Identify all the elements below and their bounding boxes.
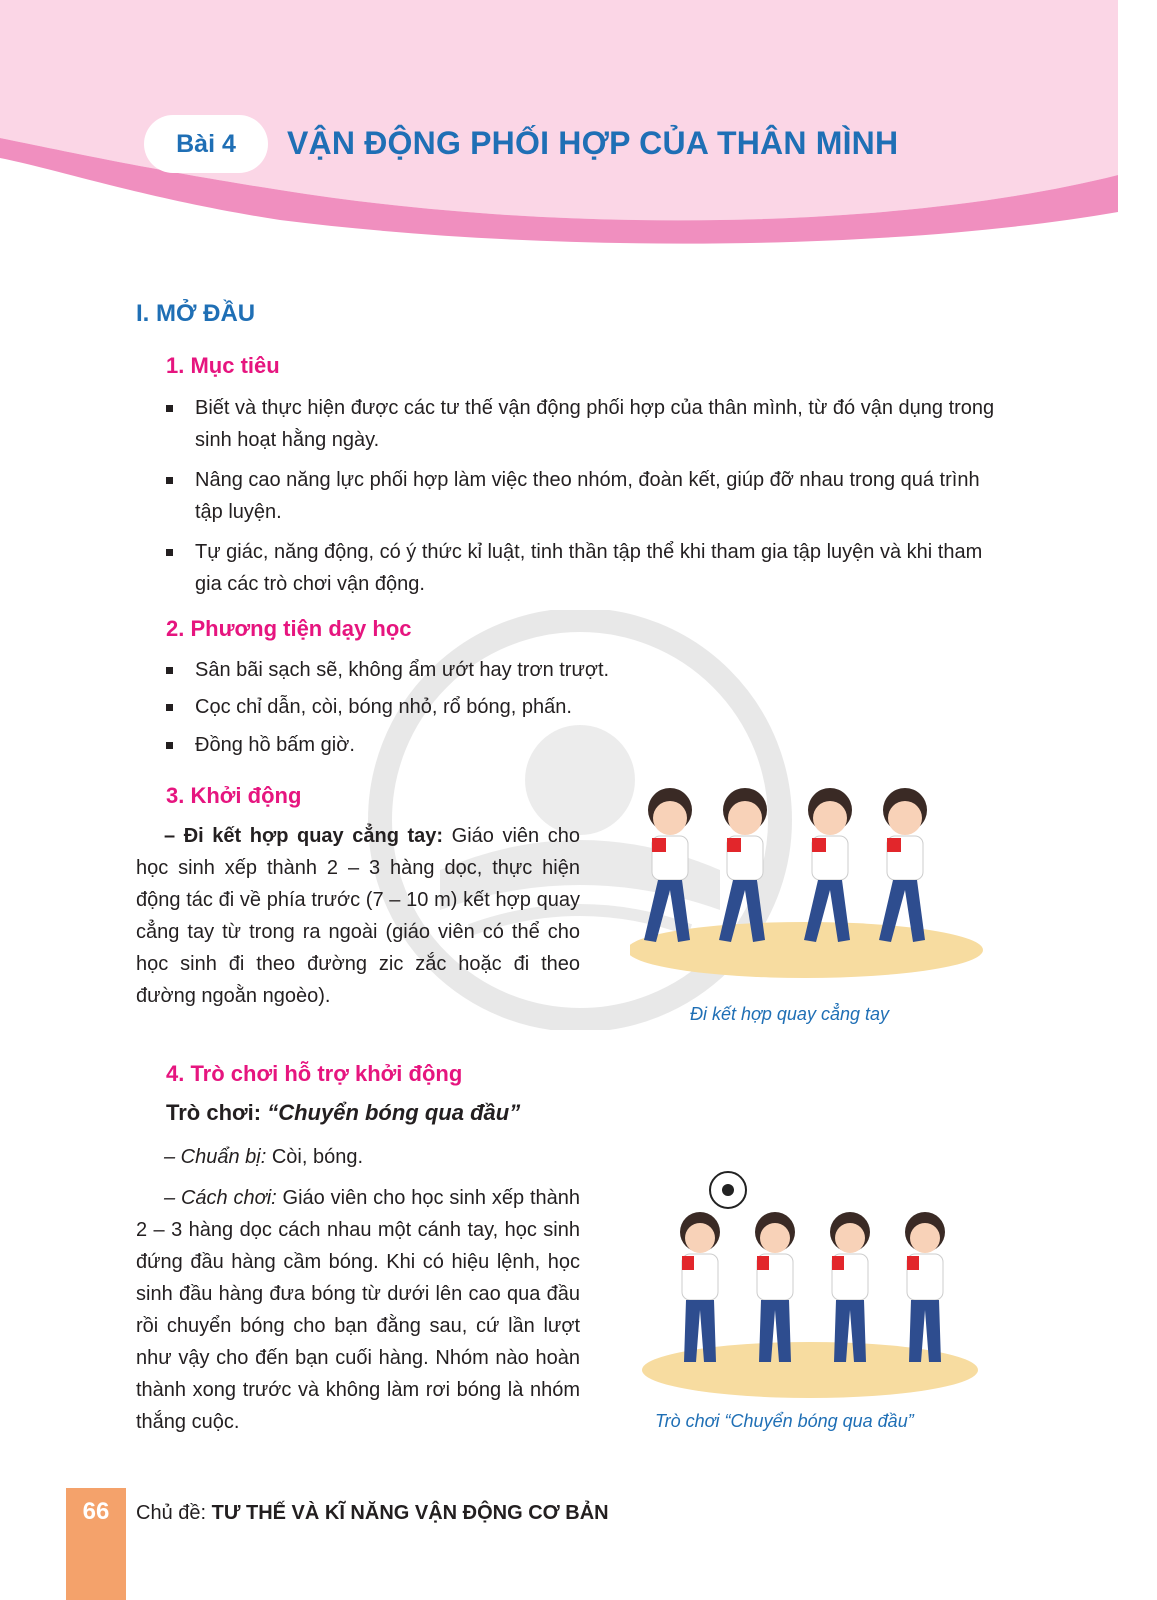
game-howto: – Cách chơi: Giáo viên cho học sinh xếp thành 2 – 3 hàng dọc cách nhau một cánh tay, học sinh đứng đầu hàng cầm bóng. Khi có hiệu lệnh, học sinh đầu hàng đưa bóng từ dưới lên cao qua đầu rồi chuyển bóng cho bạn đằng sau, cứ lần lượt như vậy cho đến bạn cuối hàng. Nhóm nào hoàn thành xong trước và không làm rơi bóng là nhóm thắng cuộc.: [136, 1187, 581, 1433]
ball-passing-illustration: [640, 1170, 980, 1405]
kid-figure: [804, 788, 852, 942]
section-title: I. MỞ ĐẦU: [136, 300, 256, 327]
kid-figure: [719, 788, 767, 942]
bullet-square-icon: [166, 667, 173, 674]
bullet-square-icon: [166, 704, 173, 711]
equipment-item: Đồng hồ bấm giờ.: [166, 729, 996, 761]
warmup-heading: 3. Khởi động: [166, 783, 302, 808]
bullet-square-icon: [166, 549, 173, 556]
warmup-body: Giáo viên cho học sinh xếp thành 2 – 3 hàng dọc, thực hiện động tác đi về phía trước (7 – 10 m) kết hợp quay cẳng tay từ trong ra ngoài (giáo viên có thể cho học sinh đi theo đường zic zắc hoặc đi theo đường ngoằn ngoèo).: [136, 825, 580, 1007]
bullet-square-icon: [166, 477, 173, 484]
kid-figure: [755, 1212, 795, 1362]
bullet-square-icon: [166, 405, 173, 412]
game-title: Trò chơi: “Chuyển bóng qua đầu”: [166, 1100, 521, 1125]
lesson-label: Bài 4: [144, 115, 268, 173]
game-prep: – Chuẩn bị: Còi, bóng.: [164, 1146, 364, 1168]
equipment-item: Cọc chỉ dẫn, còi, bóng nhỏ, rổ bóng, phấn.: [166, 691, 996, 723]
warmup-paragraph: [136, 820, 580, 1012]
kid-figure: [879, 788, 927, 942]
kid-figure: [680, 1212, 720, 1362]
bullet-square-icon: [166, 742, 173, 749]
page-number: 66: [82, 1498, 110, 1525]
warmup-lead: – Đi kết hợp quay cẳng tay:: [164, 825, 444, 847]
objective-item: Biết và thực hiện được các tư thế vận động phối hợp của thân mình, từ đó vận dụng trong sinh hoạt hằng ngày.: [166, 392, 996, 456]
objectives-heading: 1. Mục tiêu: [166, 353, 280, 378]
lesson-title: VẬN ĐỘNG PHỐI HỢP CỦA THÂN MÌNH: [287, 125, 899, 161]
equipment-heading: 2. Phương tiện dạy học: [166, 616, 412, 641]
objective-item: Nâng cao năng lực phối hợp làm việc theo nhóm, đoàn kết, giúp đỡ nhau trong quá trình tập luyện.: [166, 464, 996, 528]
footer-topic: Chủ đề: TƯ THẾ VÀ KĨ NĂNG VẬN ĐỘNG CƠ BẢN: [136, 1502, 609, 1524]
walking-kids-illustration: [630, 780, 990, 985]
kid-figure: [905, 1212, 945, 1362]
game-heading: 4. Trò chơi hỗ trợ khởi động: [166, 1061, 463, 1086]
walking-figure-caption: Đi kết hợp quay cẳng tay: [690, 1004, 889, 1024]
kid-figure: [644, 788, 692, 942]
objective-item: Tự giác, năng động, có ý thức kỉ luật, tinh thần tập thể khi tham gia tập luyện và khi tham gia các trò chơi vận động.: [166, 536, 996, 600]
kid-figure: [830, 1212, 870, 1362]
ball-figure-caption: Trò chơi “Chuyển bóng qua đầu”: [655, 1411, 914, 1431]
equipment-item: Sân bãi sạch sẽ, không ẩm ướt hay trơn trượt.: [166, 654, 996, 686]
